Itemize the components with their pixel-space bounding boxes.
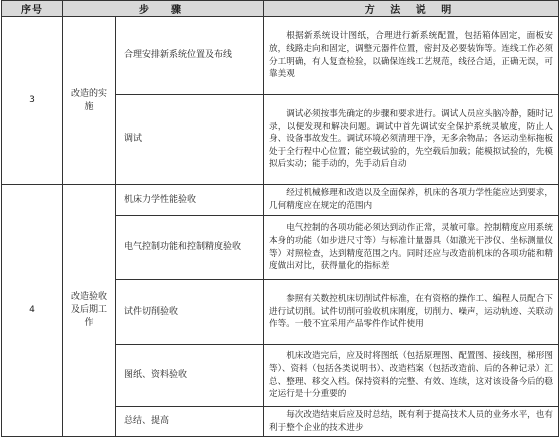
stage-cell: 改造的实施 bbox=[63, 17, 116, 185]
method-cell: 经过机械修理和改造以及全面保养，机床的各项力学性能应达到要求，几何精度应在规定的范围内 bbox=[264, 185, 559, 216]
method-cell: 根据新系统设计图纸，合理进行新系统配置，包括箱体固定，面板安放，线路走向和固定，调整元器件位置，密封及必要装饰等。连线工作必须分工明确，有人复查检验，以确保连线工艺规范，线径合适，正确无误，可靠美观 bbox=[264, 17, 559, 95]
step-cell: 电气控制功能和控制精度验收 bbox=[116, 216, 264, 280]
method-cell: 电气控制的各项功能必须达到动作正常，灵敏可靠。控制精度应用系统本身的功能（如步进尺寸等）与标准计量器具（如激光干涉仪、坐标测量仪等）对照检查，达到精度范围之内。同时还应与改造前机床的各项功能和精度做出对比，获得量化的指标差 bbox=[264, 216, 559, 280]
step-cell: 合理安排新系统位置及布线 bbox=[116, 17, 264, 95]
method-cell: 每次改造结束后应及时总结，既有利于提高技术人员的业务水平，也有利于整个企业的技术进步 bbox=[264, 407, 559, 437]
header-seq: 序号 bbox=[2, 1, 63, 17]
step-cell: 总结、提高 bbox=[116, 407, 264, 437]
step-cell: 图纸、资料验收 bbox=[116, 345, 264, 407]
step-cell: 调试 bbox=[116, 95, 264, 185]
method-cell: 机床改造完后，应及时将图纸（包括原理图、配置图、接线图，梯形图等）、资料（包括各类说明书）、改造档案（包括改造前、后的各种记录）汇总、整理、移交入档。保持资料的完整、有效、连续，这对该设备今后的稳定运行是十分重要的 bbox=[264, 345, 559, 407]
seq-cell: 4 bbox=[2, 185, 63, 437]
header-step: 步 骤 bbox=[63, 1, 264, 17]
table-row bbox=[2, 17, 559, 95]
seq-cell: 3 bbox=[2, 17, 63, 185]
table-header-row bbox=[2, 1, 559, 17]
procedure-table bbox=[1, 0, 559, 437]
step-cell: 试件切削验收 bbox=[116, 280, 264, 345]
stage-cell: 改造验收及后期工作 bbox=[63, 185, 116, 437]
step-cell: 机床力学性能验收 bbox=[116, 185, 264, 216]
table-row bbox=[2, 185, 559, 216]
method-cell: 调试必须按事先确定的步骤和要求进行。调试人员应头脑冷静，随时记录，以便发现和解决问题。调试中首先调试安全保护系统灵敏度，防止人身、设备事故发生。调试环境必须清理干净，无多余物品；各运动坐标拖板处于全行程中心位置；能空载试验的，先空载后加载；能模拟试验的，先模拟后实动；能手动的，先手动后自动 bbox=[264, 95, 559, 185]
header-method: 方 法 说 明 bbox=[264, 1, 559, 17]
method-cell: 参照有关数控机床切削试件标准，在有资格的操作工、编程人员配合下进行试切削。试件切削可验收机床刚度，切削力、噪声，运动轨迹、关联动作等。一般不宜采用产品零件作试件使用 bbox=[264, 280, 559, 345]
